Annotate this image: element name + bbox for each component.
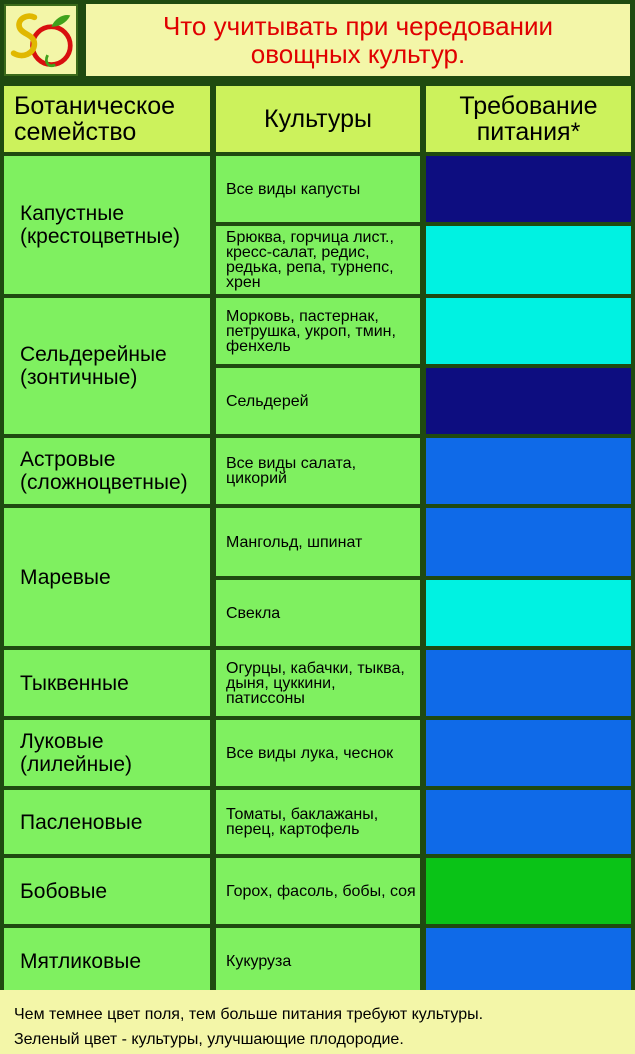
crop-text: Все виды салата, цикорий: [226, 455, 357, 487]
crop-text: Горох, фасоль, бобы, соя: [226, 882, 416, 900]
header-need: Требование питания*: [426, 86, 631, 152]
family-cell: [4, 438, 210, 504]
nutrition-need-swatch: [426, 226, 631, 294]
header-family: Ботаническое семейство: [4, 86, 210, 152]
footer-line-2: Зеленый цвет - культуры, улучшающие плодородие.: [14, 1031, 404, 1048]
nutrition-need-swatch: [426, 368, 631, 434]
title-line-1: Что учитывать при чередовании: [162, 11, 554, 41]
crop-cell: [216, 790, 420, 854]
crop-text: Томаты, баклажаны, перец, картофель: [226, 806, 379, 838]
crop-text: Мангольд, шпинат: [226, 533, 363, 551]
nutrition-need-swatch: [426, 650, 631, 716]
family-cell: [4, 928, 210, 994]
crop-text: Огурцы, кабачки, тыква, дыня, цуккини, патиссоны: [226, 659, 405, 707]
nutrition-need-swatch: [426, 508, 631, 576]
family-name: Капустные (крестоцветные): [20, 202, 181, 248]
crop-cell: [216, 720, 420, 786]
crop-text: Свекла: [226, 604, 281, 622]
nutrition-need-swatch: [426, 298, 631, 364]
nutrition-need-swatch: [426, 928, 631, 994]
footer-line-1: Чем темнее цвет поля, тем больше питания требуют культуры.: [14, 1006, 484, 1023]
family-name: Тыквенные: [20, 671, 129, 695]
family-cell: [4, 650, 210, 716]
footer-legend: [0, 990, 635, 1054]
crop-text: Морковь, пастернак, петрушка, укроп, тмин, фенхель: [226, 307, 396, 355]
crop-cell: [216, 508, 420, 576]
nutrition-need-swatch: [426, 580, 631, 646]
crop-cell: [216, 156, 420, 222]
nutrition-need-swatch: [426, 720, 631, 786]
nutrition-need-swatch: [426, 858, 631, 924]
crop-cell: [216, 580, 420, 646]
crop-cell: [216, 928, 420, 994]
family-cell: [4, 790, 210, 854]
crop-cell: [216, 298, 420, 364]
family-name: Бобовые: [20, 879, 108, 903]
crop-text: Все виды лука, чеснок: [226, 744, 394, 762]
so-apple-logo-icon: [6, 6, 76, 74]
family-cell: [4, 298, 210, 434]
family-name: Пасленовые: [20, 810, 143, 834]
family-cell: [4, 720, 210, 786]
family-cell: [4, 858, 210, 924]
nutrition-need-swatch: [426, 790, 631, 854]
header: [0, 0, 635, 82]
family-name: Мятликовые: [20, 949, 142, 973]
crop-cell: [216, 368, 420, 434]
crop-text: Брюква, горчица лист., кресс-салат, редис, редька, репа, турнепс, хрен: [226, 229, 394, 291]
family-name: Луковые (лилейные): [20, 730, 133, 776]
family-cell: [4, 508, 210, 646]
header-crops: Культуры: [216, 86, 420, 152]
family-name: Астровые (сложноцветные): [20, 448, 188, 494]
page-title: [86, 4, 630, 76]
nutrition-need-swatch: [426, 438, 631, 504]
crop-cell: [216, 226, 420, 294]
family-name: Сельдерейные (зонтичные): [20, 343, 167, 389]
crop-text: Все виды капусты: [226, 180, 361, 198]
crop-cell: [216, 650, 420, 716]
crop-cell: [216, 858, 420, 924]
family-name: Маревые: [20, 565, 111, 589]
title-line-2: овощных культур.: [250, 39, 466, 69]
crop-text: Сельдерей: [226, 392, 309, 410]
logo: [4, 4, 78, 76]
crop-text: Кукуруза: [226, 952, 292, 970]
family-cell: [4, 156, 210, 294]
crop-cell: [216, 438, 420, 504]
nutrition-need-swatch: [426, 156, 631, 222]
